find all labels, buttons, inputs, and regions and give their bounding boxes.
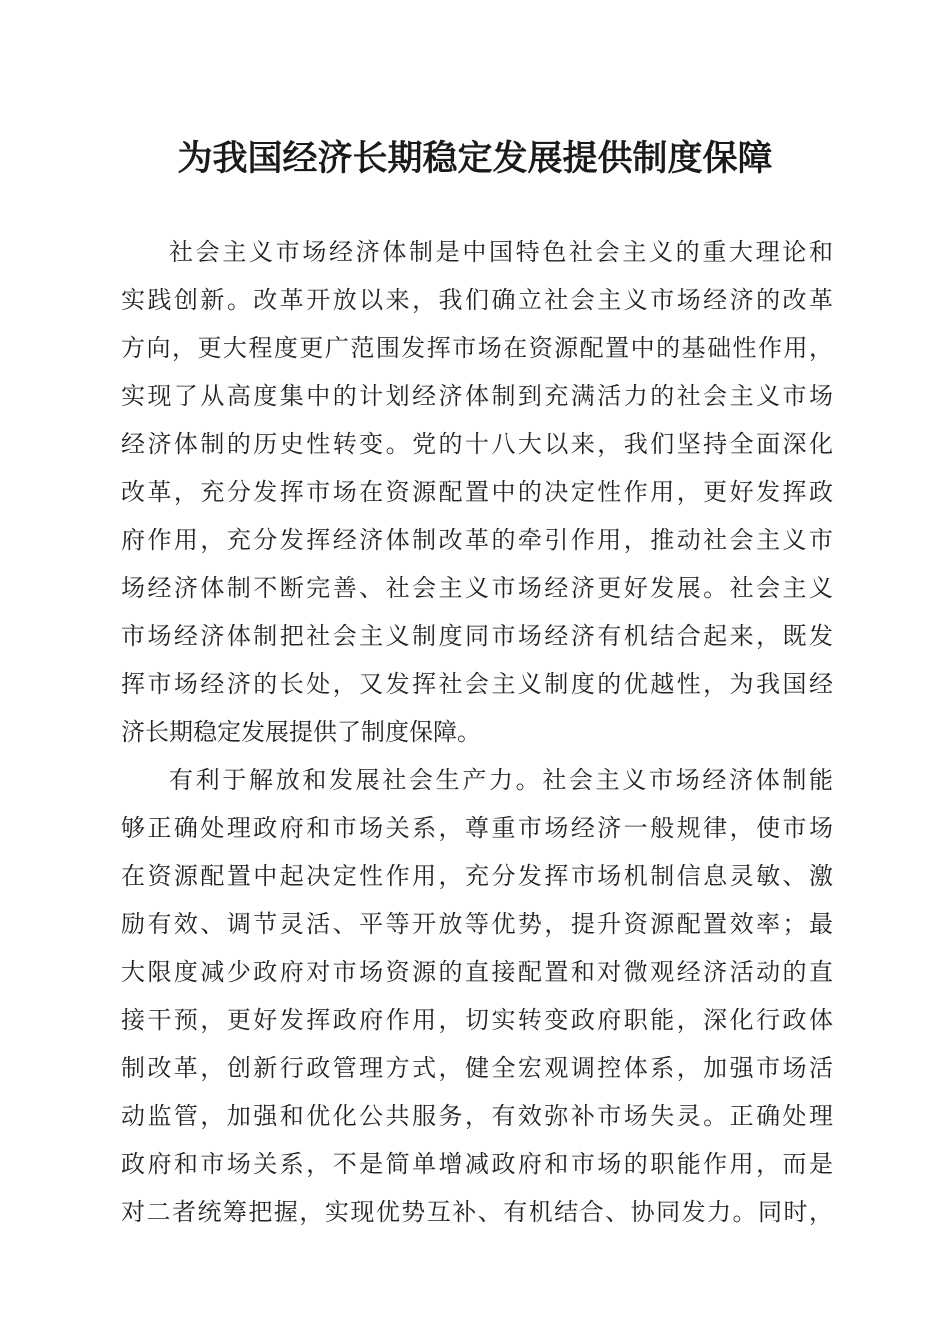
paragraph-line: 改革，充分发挥市场在资源配置中的决定性作用，更好发挥政: [121, 478, 833, 506]
paragraph-line: 够正确处理政府和市场关系，尊重市场经济一般规律，使市场: [121, 814, 833, 842]
document-title: 为我国经济长期稳定发展提供制度保障: [177, 138, 773, 179]
paragraph-line: 在资源配置中起决定性作用，充分发挥市场机制信息灵敏、激: [121, 862, 833, 890]
paragraph-line: 励有效、调节灵活、平等开放等优势，提升资源配置效率；最: [121, 910, 833, 938]
paragraph-1: [121, 228, 833, 756]
document-body: [121, 228, 833, 1236]
paragraph-line: 动监管，加强和优化公共服务，有效弥补市场失灵。正确处理: [121, 1102, 833, 1130]
paragraph-line: 经济体制的历史性转变。党的十八大以来，我们坚持全面深化: [121, 430, 833, 458]
paragraph-line: 实践创新。改革开放以来，我们确立社会主义市场经济的改革: [121, 286, 833, 314]
paragraph-line: 大限度减少政府对市场资源的直接配置和对微观经济活动的直: [121, 958, 833, 986]
paragraph-line: 实现了从高度集中的计划经济体制到充满活力的社会主义市场: [121, 382, 833, 410]
paragraph-line: 济长期稳定发展提供了制度保障。: [121, 718, 481, 746]
paragraph-line: 方向，更大程度更广范围发挥市场在资源配置中的基础性作用，: [121, 334, 833, 362]
paragraph-line: 对二者统筹把握，实现优势互补、有机结合、协同发力。同时，: [121, 1198, 833, 1226]
paragraph-line: 府作用，充分发挥经济体制改革的牵引作用，推动社会主义市: [121, 526, 833, 554]
paragraph-line: 有利于解放和发展社会生产力。社会主义市场经济体制能: [169, 766, 833, 794]
paragraph-line: 场经济体制不断完善、社会主义市场经济更好发展。社会主义: [121, 574, 833, 602]
paragraph-line: 制改革，创新行政管理方式，健全宏观调控体系，加强市场活: [121, 1054, 833, 1082]
paragraph-line: 社会主义市场经济体制是中国特色社会主义的重大理论和: [169, 238, 833, 266]
paragraph-2: [121, 756, 833, 1236]
paragraph-line: 接干预，更好发挥政府作用，切实转变政府职能，深化行政体: [121, 1006, 833, 1034]
paragraph-line: 市场经济体制把社会主义制度同市场经济有机结合起来，既发: [121, 622, 833, 650]
paragraph-line: 政府和市场关系，不是简单增减政府和市场的职能作用，而是: [121, 1150, 833, 1178]
paragraph-line: 挥市场经济的长处，又发挥社会主义制度的优越性，为我国经: [121, 670, 833, 698]
